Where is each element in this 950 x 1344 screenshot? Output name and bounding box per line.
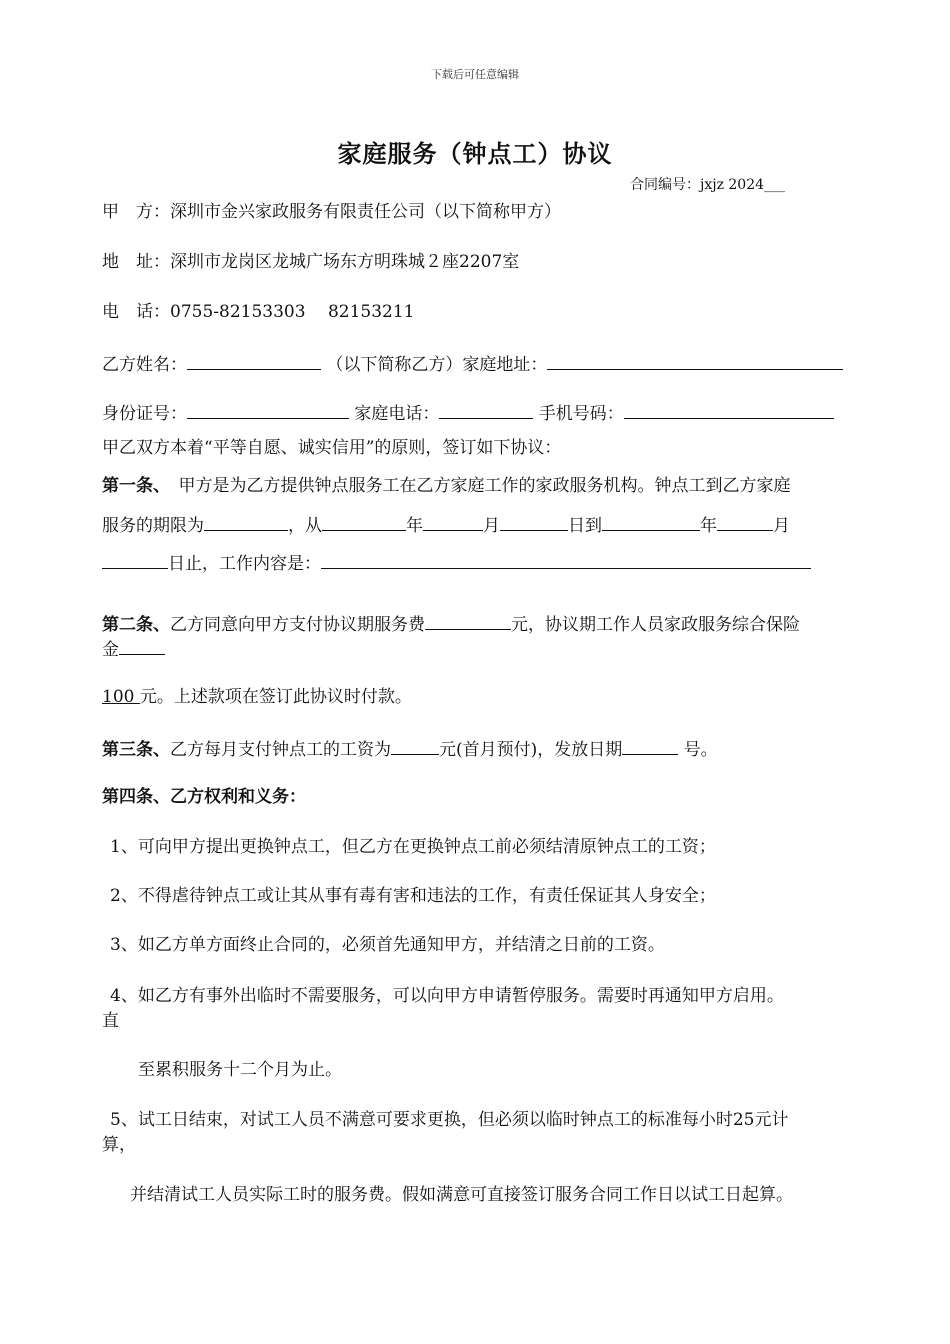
- end-month-blank[interactable]: [717, 512, 773, 531]
- address-line: 地 址：深圳市龙岗区龙城广场东方明珠城２座2207室: [102, 252, 520, 272]
- article-4-title: 第四条、乙方权利和义务：: [102, 787, 306, 807]
- article-2-heading: 第二条、: [102, 615, 170, 635]
- id-label: 身份证号：: [102, 404, 187, 424]
- term-blank[interactable]: [204, 512, 288, 531]
- pay-date-blank[interactable]: [622, 736, 678, 755]
- party-a-line: 甲 方：深圳市金兴家政服务有限责任公司（以下简称甲方）: [102, 202, 561, 222]
- id-line: [102, 400, 834, 425]
- home-address-blank[interactable]: [547, 351, 843, 370]
- header-note: 下载后可任意编辑: [431, 68, 519, 81]
- home-phone-blank[interactable]: [439, 400, 533, 419]
- article-2-line-2: [102, 636, 165, 661]
- insurance-amount: 100: [102, 687, 140, 707]
- document-title: 家庭服务（钟点工）协议: [337, 139, 613, 168]
- article-1-text: 甲方是为乙方提供钟点服务工在乙方家庭工作的家政服务机构。钟点工到乙方家庭: [161, 476, 791, 496]
- end-day-blank[interactable]: [102, 550, 168, 569]
- article-4-item-4-wrap: 直: [102, 1011, 119, 1031]
- day-suffix: 号。: [678, 740, 718, 760]
- pay-date-label: 元(首月预付)，发放日期: [439, 740, 623, 760]
- article-1-line-2: [102, 512, 790, 537]
- end-year-blank[interactable]: [602, 512, 700, 531]
- article-4-item-5-cont: 并结清试工人员实际工时的服务费。假如满意可直接签订服务合同工作日以试工日起算。: [130, 1185, 793, 1205]
- article-2-line-3: [102, 686, 412, 708]
- start-year-blank[interactable]: [322, 512, 406, 531]
- end-year-label: 年: [700, 516, 717, 536]
- article-2-line-1: [102, 611, 800, 636]
- article-4-item-4: 4、如乙方有事外出临时不需要服务，可以向甲方申请暂停服务。需要时再通知甲方启用。: [110, 986, 784, 1006]
- insurance-label-end: 金: [102, 640, 119, 660]
- article-1-line-1: [102, 475, 791, 497]
- article-4-item-2: 2、不得虐待钟点工或让其从事有毒有害和违法的工作，有责任保证其人身安全；: [110, 886, 716, 906]
- year-label: 年: [406, 516, 423, 536]
- term-label: 服务的期限为: [102, 516, 204, 536]
- start-day-blank[interactable]: [500, 512, 568, 531]
- end-month-label: 月: [773, 516, 790, 536]
- insurance-blank[interactable]: [119, 636, 165, 655]
- article-4-item-4-cont: 至累积服务十二个月为止。: [138, 1060, 342, 1080]
- insurance-label: 元，协议期工作人员家政服务综合保险: [511, 615, 800, 635]
- article-3-heading: 第三条、: [102, 740, 170, 760]
- party-b-mid-text: （以下简称乙方）家庭地址：: [326, 355, 548, 375]
- preamble: 甲乙双方本着“平等自愿、诚实信用”的原则，签订如下协议：: [102, 438, 562, 458]
- wage-blank[interactable]: [391, 736, 439, 755]
- id-number-blank[interactable]: [187, 400, 349, 419]
- article-1-line-3: [102, 550, 811, 575]
- service-fee-label: 乙方同意向甲方支付协议期服务费: [170, 615, 425, 635]
- mobile-blank[interactable]: [624, 400, 834, 419]
- article-4-item-3: 3、如乙方单方面终止合同的，必须首先通知甲方，并结清之日前的工资。: [110, 935, 665, 955]
- article-4-heading: [102, 786, 306, 808]
- mobile-label: 手机号码：: [538, 404, 624, 424]
- work-content-label: 日止，工作内容是：: [168, 554, 321, 574]
- service-fee-blank[interactable]: [425, 611, 511, 630]
- article-4-item-5-wrap: 算，: [102, 1135, 136, 1155]
- article-3: [102, 736, 718, 761]
- party-b-line: [102, 351, 843, 376]
- to-label: 日到: [568, 516, 602, 536]
- article-4-item-1: 1、可向甲方提出更换钟点工，但乙方在更换钟点工前必须结清原钟点工的工资；: [110, 837, 716, 857]
- phone-line: 电 话：0755-82153303 82153211: [102, 302, 415, 322]
- month-label: 月: [483, 516, 500, 536]
- wage-label: 乙方每月支付钟点工的工资为: [170, 740, 391, 760]
- party-b-name-label: 乙方姓名：: [102, 355, 187, 375]
- start-month-blank[interactable]: [423, 512, 483, 531]
- home-phone-label: 家庭电话：: [354, 404, 440, 424]
- payment-note: 元。上述款项在签订此协议时付款。: [139, 687, 412, 707]
- from-label: ，从: [288, 516, 322, 536]
- party-b-name-blank[interactable]: [187, 351, 321, 370]
- article-4-item-5: 5、试工日结束，对试工人员不满意可要求更换，但必须以临时钟点工的标准每小时25元计: [110, 1110, 789, 1130]
- article-1-heading: 第一条、: [102, 476, 162, 496]
- contract-number: 合同编号：jxjz 2024___: [630, 177, 786, 193]
- work-content-blank[interactable]: [321, 550, 811, 569]
